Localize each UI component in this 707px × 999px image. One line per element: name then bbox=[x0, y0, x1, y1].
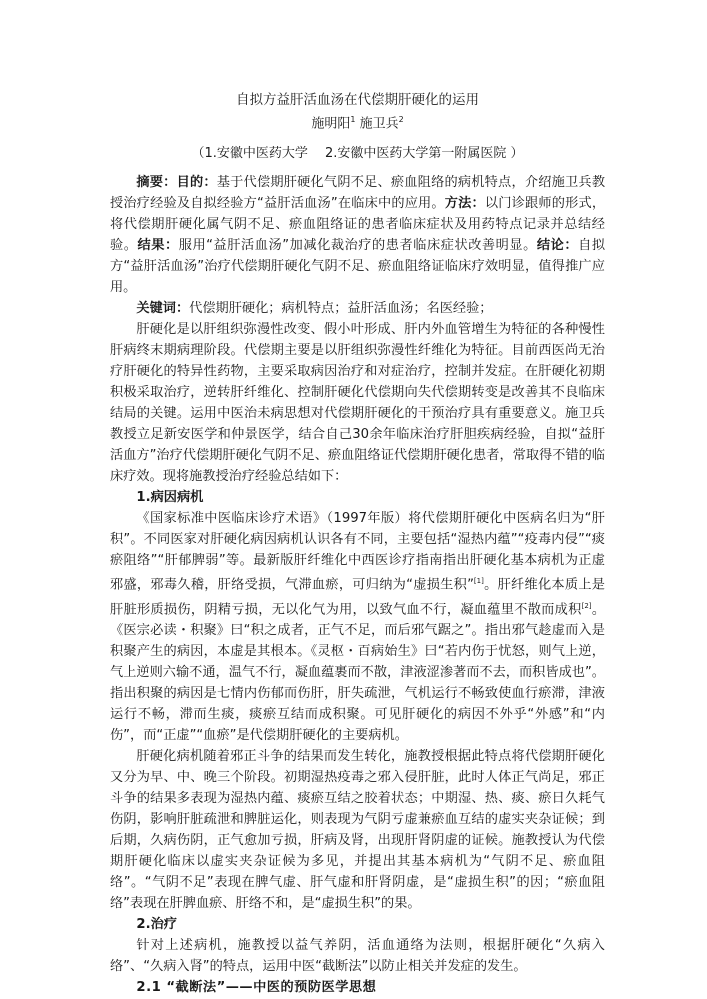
author-2: 施卫兵 bbox=[359, 116, 399, 132]
author-1: 施明阳 bbox=[311, 116, 351, 132]
author-1-affil-mark: 1 bbox=[350, 115, 356, 124]
keywords bbox=[110, 298, 605, 319]
abstract-conclusion-label: 结论： bbox=[536, 238, 579, 254]
section-2-1-heading: 2.1 “截断法”——中医的预防医学思想 bbox=[136, 980, 377, 996]
sec1-p1-part-c: 。《医宗必读・积聚》曰“积之成者，正气不足，而后邪气踞之”。指出邪气趁虚而入是积聚产生的病因，本虚是其根本。《灵枢・百病始生》曰“若内伤于忧怒，则气上逆，气上逆则六输不通，温气不行，凝血蕴裹而不散，津液涩渗著而不去，而积皆成也”。指出积聚的病因是七情内伤郁而伤肝，肝失疏泄，气机运行不畅致使血行瘀滞，津液运行不畅，滞而生痰，痰瘀互结而成积聚。可见肝硬化的病因不外乎“外感”和“内伤”，而“正虚”“血瘀”是代偿期肝硬化的主要病机。 bbox=[110, 602, 606, 744]
sec1-p1-part-a: 《国家标准中医临床诊疗术语》（1997年版）将代偿期肝硬化中医病名归为“肝积”。不同医家对肝硬化病因病机认识各有不同，主要包括“湿热内蕴”“疫毒内侵”“痰瘀阻络”“肝郁脾弱”等。最新版肝纤维化中西医诊疗指南指出肝硬化基本病机为正虚邪盛，邪毒久稽，肝络受损，气滞血瘀，可归纳为“虚损生积” bbox=[110, 511, 605, 593]
abstract-method: 以门诊跟师的形式，将代偿期肝硬化属气阴不足、瘀血阻络证的患者临床症状及用药特点记录并总结经验。 bbox=[110, 196, 606, 254]
abstract-objective-label: 目的： bbox=[176, 175, 217, 191]
intro-paragraph: 肝硬化是以肝组织弥漫性改变、假小叶形成、肝内外血管增生为特征的各种慢性肝病终末期病理阶段。代偿期主要是以肝组织弥漫性纤维化为特征。目前西医尚无治疗肝硬化的特异性药物，主要采取病因治疗和对症治疗，控制并发症。在肝硬化初期积极采取治疗，逆转肝纤维化、控制肝硬化代偿期向失代偿期转变是改善其不良临床结局的关键。运用中医治未病思想对代偿期肝硬化的干预治疗具有重要意义。施卫兵教授立足新安医学和仲景医学，结合自己30余年临床治疗肝胆疾病经验，自拟“益肝活血方”治疗代偿期肝硬化气阴不足、瘀血阻络证代偿期肝硬化患者，常取得不错的临床疗效。现将施教授治疗经验总结如下： bbox=[110, 322, 605, 485]
abstract-objective: 基于代偿期肝硬化气阴不足、瘀血阻络的病机特点，介绍施卫兵教授治疗经验及自拟经验方“益肝活血汤”在临床中的应用。 bbox=[110, 175, 606, 212]
keywords-text: 代偿期肝硬化；病机特点；益肝活血汤；名医经验； bbox=[189, 301, 493, 317]
section-2-paragraph-1: 针对上述病机，施教授以益气养阴，活血通络为法则，根据肝硬化“久病入络”、“久病入肾”的特点，运用中医“截断法”以防止相关并发症的发生。 bbox=[110, 938, 605, 975]
author-2-affil-mark: 2 bbox=[398, 115, 404, 124]
abstract bbox=[110, 172, 605, 298]
section-2-heading: 2.治疗 bbox=[136, 917, 177, 933]
affiliations: （1.安徽中医药大学 2.安徽中医药大学第一附属医院 ） bbox=[191, 146, 524, 162]
paper-page bbox=[110, 90, 605, 998]
abstract-result-label: 结果： bbox=[137, 238, 179, 254]
sec1-p1-part-b: 。肝纤维化本质上是肝脏形质损伤，阴精亏损，无以化气为用，以致气血不行，凝血蕴里不散而成积 bbox=[110, 577, 605, 618]
paper-title: 自拟方益肝活血汤在代偿期肝硬化的运用 bbox=[236, 92, 479, 108]
section-1-heading: 1.病因病机 bbox=[136, 490, 204, 506]
abstract-method-label: 方法： bbox=[444, 196, 485, 212]
author-line bbox=[110, 110, 605, 134]
section-1-paragraph-2: 肝硬化病机随着邪正斗争的结果而发生转化，施教授根据此特点将代偿期肝硬化又分为早、中、晚三个阶段。初期湿热疫毒之邪入侵肝脏，此时人体正气尚足，邪正斗争的结果多表现为湿热内蕴、痰瘀互结之胶着状态；中期湿、热、痰、瘀日久耗气伤阴，影响肝脏疏泄和脾脏运化，则表现为气阴亏虚兼瘀血互结的虚实夹杂证候；到后期，久病伤阴，正气愈加亏损，肝病及肾，出现肝肾阴虚的证候。施教授认为代偿期肝硬化临床以虚实夹杂证候为多见，并提出其基本病机为“气阴不足、瘀血阻络”。“气阴不足”表现在脾气虚、肝气虚和肝肾阴虚，是“虚损生积”的因；“瘀血阻络”表现在肝脾血瘀、肝络不和，是“虚损生积”的果。 bbox=[110, 749, 605, 912]
citation-2: [2] bbox=[581, 601, 592, 610]
keywords-label: 关键词： bbox=[136, 301, 190, 317]
abstract-label: 摘要： bbox=[136, 175, 177, 191]
abstract-conclusion: 自拟方“益肝活血汤”治疗代偿期肝硬化气阴不足、瘀血阻络证临床疗效明显，值得推广应用。 bbox=[110, 238, 606, 296]
citation-1: [1] bbox=[473, 577, 484, 586]
section-1-paragraph-1 bbox=[110, 508, 605, 746]
abstract-result: 服用“益肝活血汤”加减化裁治疗的患者临床症状改善明显。 bbox=[178, 238, 537, 254]
